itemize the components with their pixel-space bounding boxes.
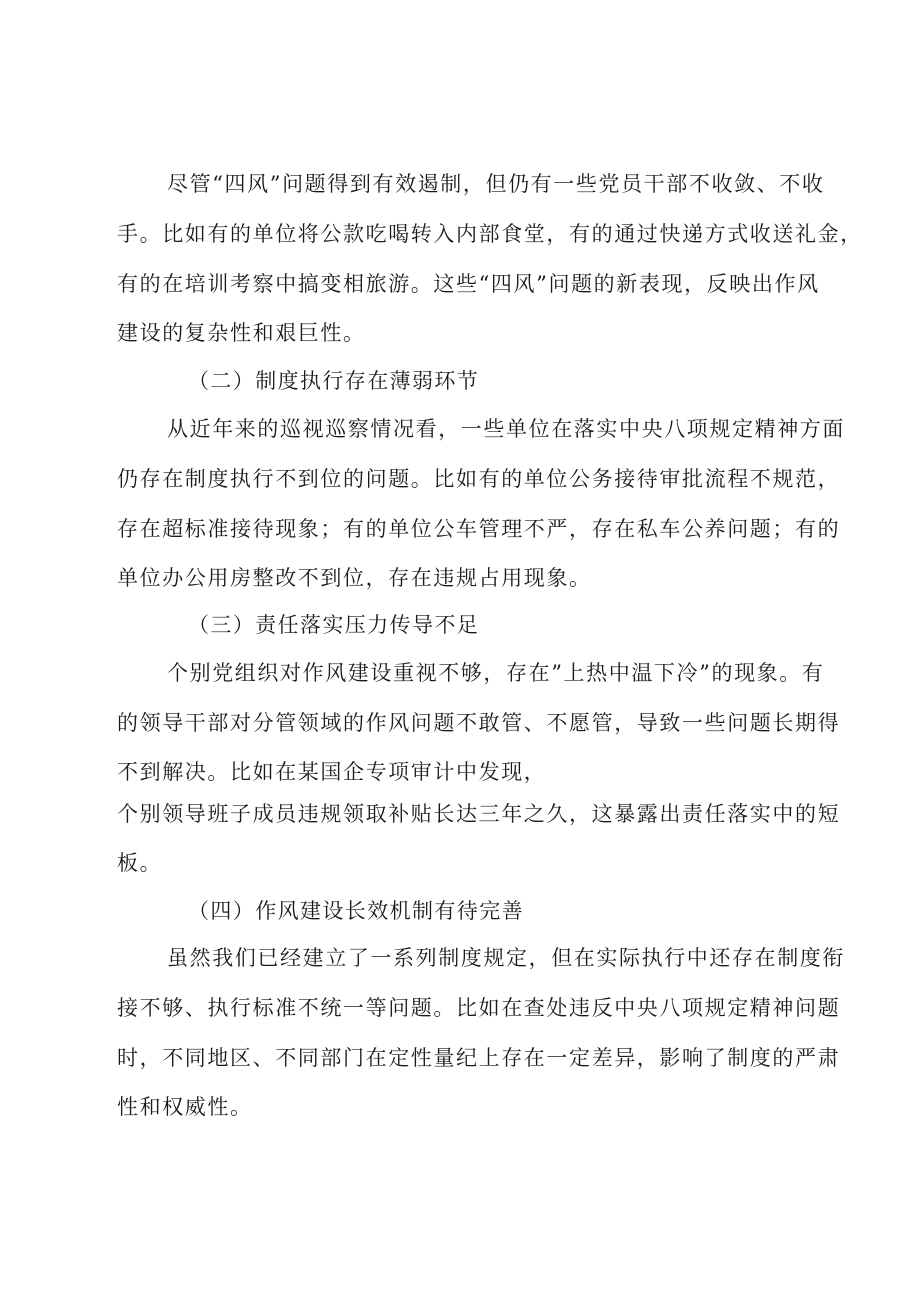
paragraph-4-line-3: 时，不同地区、不同部门在定性量纪上存在一定差异，影响了制度的严肃: [117, 1046, 841, 1070]
section-heading-4: （四）作风建设长效机制有待完善: [188, 899, 524, 923]
paragraph-1-line-4: 建设的复杂性和艰巨性。: [117, 321, 366, 345]
paragraph-2-line-2: 仍存在制度执行不到位的问题。比如有的单位公务接待审批流程不规范，: [117, 467, 841, 491]
paragraph-3-line-3: 不到解决。比如在某国企专项审计中发现，: [117, 760, 547, 784]
paragraph-4-line-1: 虽然我们已经建立了一系列制度规定，但在实际执行中还存在制度衔: [167, 946, 845, 970]
paragraph-3-line-4: 个别领导班子成员违规领取补贴长达三年之久，这暴露出责任落实中的短: [117, 802, 841, 826]
paragraph-4-line-2: 接不够、执行标准不统一等问题。比如在查处违反中央八项规定精神问题: [117, 996, 841, 1020]
section-heading-2: （二）制度执行存在薄弱环节: [188, 369, 480, 393]
paragraph-3-line-5: 板。: [117, 851, 163, 875]
paragraph-2-line-4: 单位办公用房整改不到位，存在违规占用现象。: [117, 566, 592, 590]
paragraph-4-line-4: 性和权威性。: [117, 1095, 253, 1119]
section-heading-3: （三）责任落实压力传导不足: [188, 613, 480, 637]
paragraph-3-line-1: 个别党组织对作风建设重视不够，存在”上热中温下冷”的现象。有: [167, 661, 825, 685]
paragraph-1-line-1: 尽管“四风”问题得到有效遏制，但仍有一些党员干部不收敛、不收: [167, 172, 825, 196]
paragraph-2-line-1: 从近年来的巡视巡察情况看，一些单位在落实中央八项规定精神方面: [167, 417, 845, 441]
paragraph-3-line-2: 的领导干部对分管领域的作风问题不敢管、不愿管，导致一些问题长期得: [117, 711, 841, 735]
paragraph-2-line-3: 存在超标准接待现象；有的单位公车管理不严，存在私车公养问题；有的: [117, 517, 841, 541]
paragraph-1-line-3: 有的在培训考察中搞变相旅游。这些“四风”问题的新表现，反映出作风: [117, 272, 820, 296]
paragraph-1-line-2: 手。比如有的单位将公款吃喝转入内部食堂，有的通过快递方式收送礼金，: [117, 222, 863, 246]
